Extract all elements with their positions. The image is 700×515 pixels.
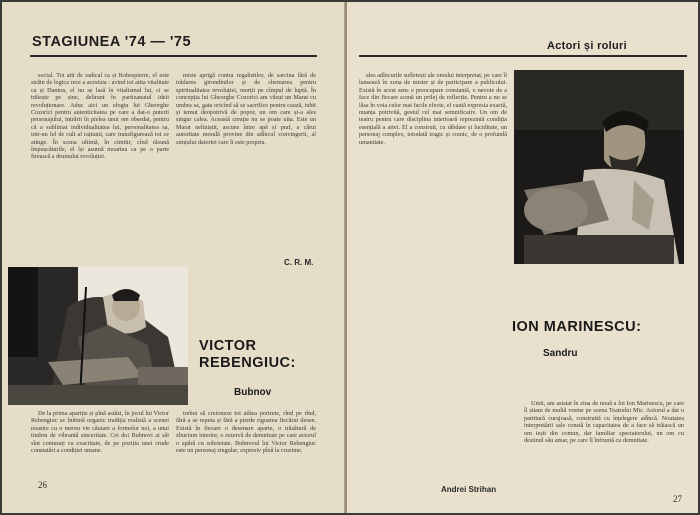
article-column-1 [31, 72, 169, 254]
right-page [347, 2, 698, 513]
column-text: ales adîncurile sufletești ale omului interpretat, pe care îl lansează în zona de mister și de participare a publicului. Există în acest sens o preocupare constantă, o nevoie de a face din fiecare scenă un prilej de reflecție. Pentru a nu se lăsa în voia celor mai facile efecte, el caută expresia exactă, nuanța potrivită, gestul cel mai semnificativ. Un om de teatru pentru care disciplina interioară reprezintă condiția esențială a artei. El a construit, cu răbdare și luciditate, un personaj complex, totodată tragic și comic, de o profundă umanitate. [359, 72, 507, 146]
left-page [2, 2, 346, 513]
section-header: Actori și roluri [547, 40, 627, 52]
actor-photo-image [8, 267, 188, 405]
actor-name-line1: VICTOR [199, 338, 257, 354]
actor-photo [8, 267, 188, 405]
role-name: Bubnov [234, 387, 272, 398]
role-name: Sandru [543, 348, 578, 359]
column-text: trebui să creioneze tot atîtea portrete, rînd pe rînd, fără a se repeta și fără a pierde rigoarea fiecărui desen. Există în fiecare o desenare aparte, o trăsătură de zbucium interior, o rezervă de demnitate pe care actorul o apără cu sobrietate. Bubnovul lui Victor Rebengiuc este un personaj singular, expresiv pînă la cruzime. [176, 410, 316, 455]
column-text: misie aprigă contra regalistilor, de sarcina fără de trădarea girondinilor și de chemarea pentru spiritualitatea revoluției, morții pe cîmpul de luptă. În concepția lui Gheorghe Cozorici am văzut un Marat cu umbra sa, gata oricînd să se sacrifice pentru cauză, iubit și temut deopotrivă de popor, un om care și-a ales singur calea. Această creație nu se poate uita. Este un Marat neliniștit, ascuns între apă și praf, a cărui autoritate morală provine din adîncul convingerii, al simțului datoriei care îi este propriu. [176, 72, 316, 146]
section-header: STAGIUNEA '74 — '75 [32, 34, 192, 50]
header-rule [30, 55, 317, 57]
author-signature: C. R. M. [284, 258, 314, 267]
actor-photo-image [514, 70, 684, 264]
page-number: 27 [673, 494, 682, 504]
page-number: 26 [38, 480, 47, 490]
actor-name [199, 338, 296, 372]
header-rule [359, 55, 687, 57]
column-text: social. Tot atit de radical ca și Robespierre, el este străin de logica rece a acestuia : avind tot atita vitalitate ca și Danton, el nu se lasă în vitalismul lui, ci se trăiește pe sine, delirant în partizanatul ideii revoluționare. Aduc aici un elogiu lui Gheorghe Cozorici pentru autenticitatea pe care a dat-o puterii personajului, intrării în pielea unui om obsedat, pentru că a subliniat individualitatea lui, personalitatea sa, intr-un fel de cult al rațiunii, care transfigurează tot ce atinge. În scena ultimă, în cimitir, cînd răsună împușcăturile, el își asumă moartea ca pe o parte firească a drumului revoluției. [31, 72, 169, 161]
author-signature: Andrei Strihan [441, 485, 497, 494]
actor-photo [514, 70, 684, 264]
actor-name: ION MARINESCU: [512, 319, 642, 335]
article-column-2 [176, 72, 316, 240]
article-bottom-column-1 [31, 410, 169, 476]
column-text: De la prima apariție și pînă astăzi, în jocul lui Victor Rebengiuc se îmbină organic tradiția realistă a scenei noastre cu o mereu vie căutare a formelor noi, a unui timbru de vibrantă sinceritate. Cei doi Bubnovi ai săi sînt conturați cu exactitate, de pe poziția unei crude constatări a condiției umane. [31, 410, 169, 455]
article-bottom-column-2 [176, 410, 316, 476]
article-column-1 [359, 72, 507, 470]
actor-name-line2: REBENGIUC: [199, 355, 296, 371]
article-column-2 [524, 400, 684, 468]
column-text: Umit, am asistat în ziua de nouă a lui Ion Marinescu, pe care îl știam de multă vreme pe scena Teatrului Mic. Actorul a dat o partitură curajoasă, construită cu înțelegere adîncă. Noutatea interpretării sale constă în capacitatea de a face să trăiască un om ieșit din comun, dar familiar spectatorului, un om cu destinul său amar, pe care îl înfruntă cu demnitate. [524, 400, 684, 445]
